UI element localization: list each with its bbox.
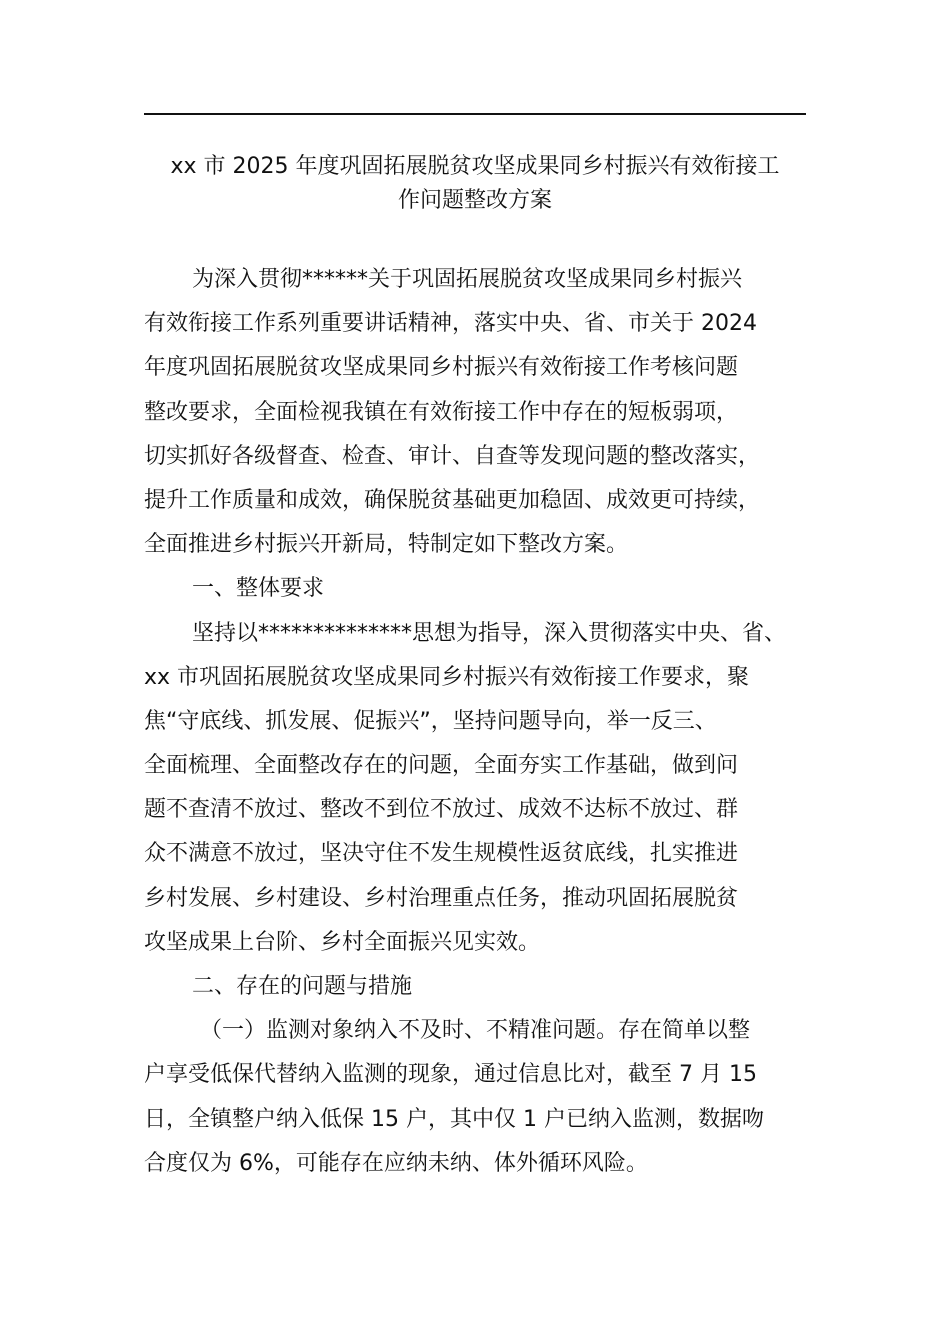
title-line: 作问题整改方案 [397,188,552,213]
paragraph-problem-line: （一）监测对象纳入不及时、不精准问题。存在简单以整 [200,1018,751,1044]
paragraph-intro-line: 有效衔接工作系列重要讲话精神，落实中央、省、市关于 2024 [144,311,757,337]
document-title [140,150,810,218]
paragraph-requirements-line: 坚持以**************思想为指导，深入贯彻落实中央、省、 [192,620,787,646]
paragraph-requirements-line: 焦“守底线、抓发展、促振兴”，坚持问题导向，举一反三、 [144,708,717,734]
paragraph-problem-line: 合度仅为 6%，可能存在应纳未纳、体外循环风险。 [144,1150,648,1176]
paragraph-requirements-line: 题不查清不放过、整改不到位不放过、成效不达标不放过、群 [144,797,739,823]
paragraph-requirements-line: 攻坚成果上台阶、乡村全面振兴见实效。 [144,929,541,955]
document-body [144,258,812,1186]
paragraph-intro-line: 整改要求，全面检视我镇在有效衔接工作中存在的短板弱项， [144,399,739,425]
paragraph-problem-line: 日，全镇整户纳入低保 15 户，其中仅 1 户已纳入监测，数据吻 [144,1106,764,1132]
paragraph-requirements-line: 乡村发展、乡村建设、乡村治理重点任务，推动巩固拓展脱贫 [144,885,739,911]
paragraph-intro-line: 全面推进乡村振兴开新局，特制定如下整改方案。 [144,532,629,558]
paragraph-intro-line: 切实抓好各级督查、检查、审计、自查等发现问题的整改落实， [144,443,761,469]
paragraph-intro-line: 提升工作质量和成效，确保脱贫基础更加稳固、成效更可持续， [144,487,761,513]
paragraph-requirements-line: xx 市巩固拓展脱贫攻坚成果同乡村振兴有效衔接工作要求，聚 [144,664,750,690]
title-line: xx 市 2025 年度巩固拓展脱贫攻坚成果同乡村振兴有效衔接工 [170,154,780,179]
paragraph-problem-line: 户享受低保代替纳入监测的现象，通过信息比对，截至 7 月 15 [144,1062,757,1088]
paragraph-intro-line: 年度巩固拓展脱贫攻坚成果同乡村振兴有效衔接工作考核问题 [144,355,739,381]
paragraph-requirements-line: 众不满意不放过，坚决守住不发生规模性返贫底线，扎实推进 [144,841,739,867]
section-heading: 二、存在的问题与措施 [192,974,413,999]
section-heading: 一、整体要求 [192,576,325,602]
paragraph-requirements-line: 全面梳理、全面整改存在的问题，全面夯实工作基础，做到问 [144,753,739,779]
header-divider [144,113,806,115]
paragraph-intro-line: 为深入贯彻******关于巩固拓展脱贫攻坚成果同乡村振兴 [192,267,743,292]
